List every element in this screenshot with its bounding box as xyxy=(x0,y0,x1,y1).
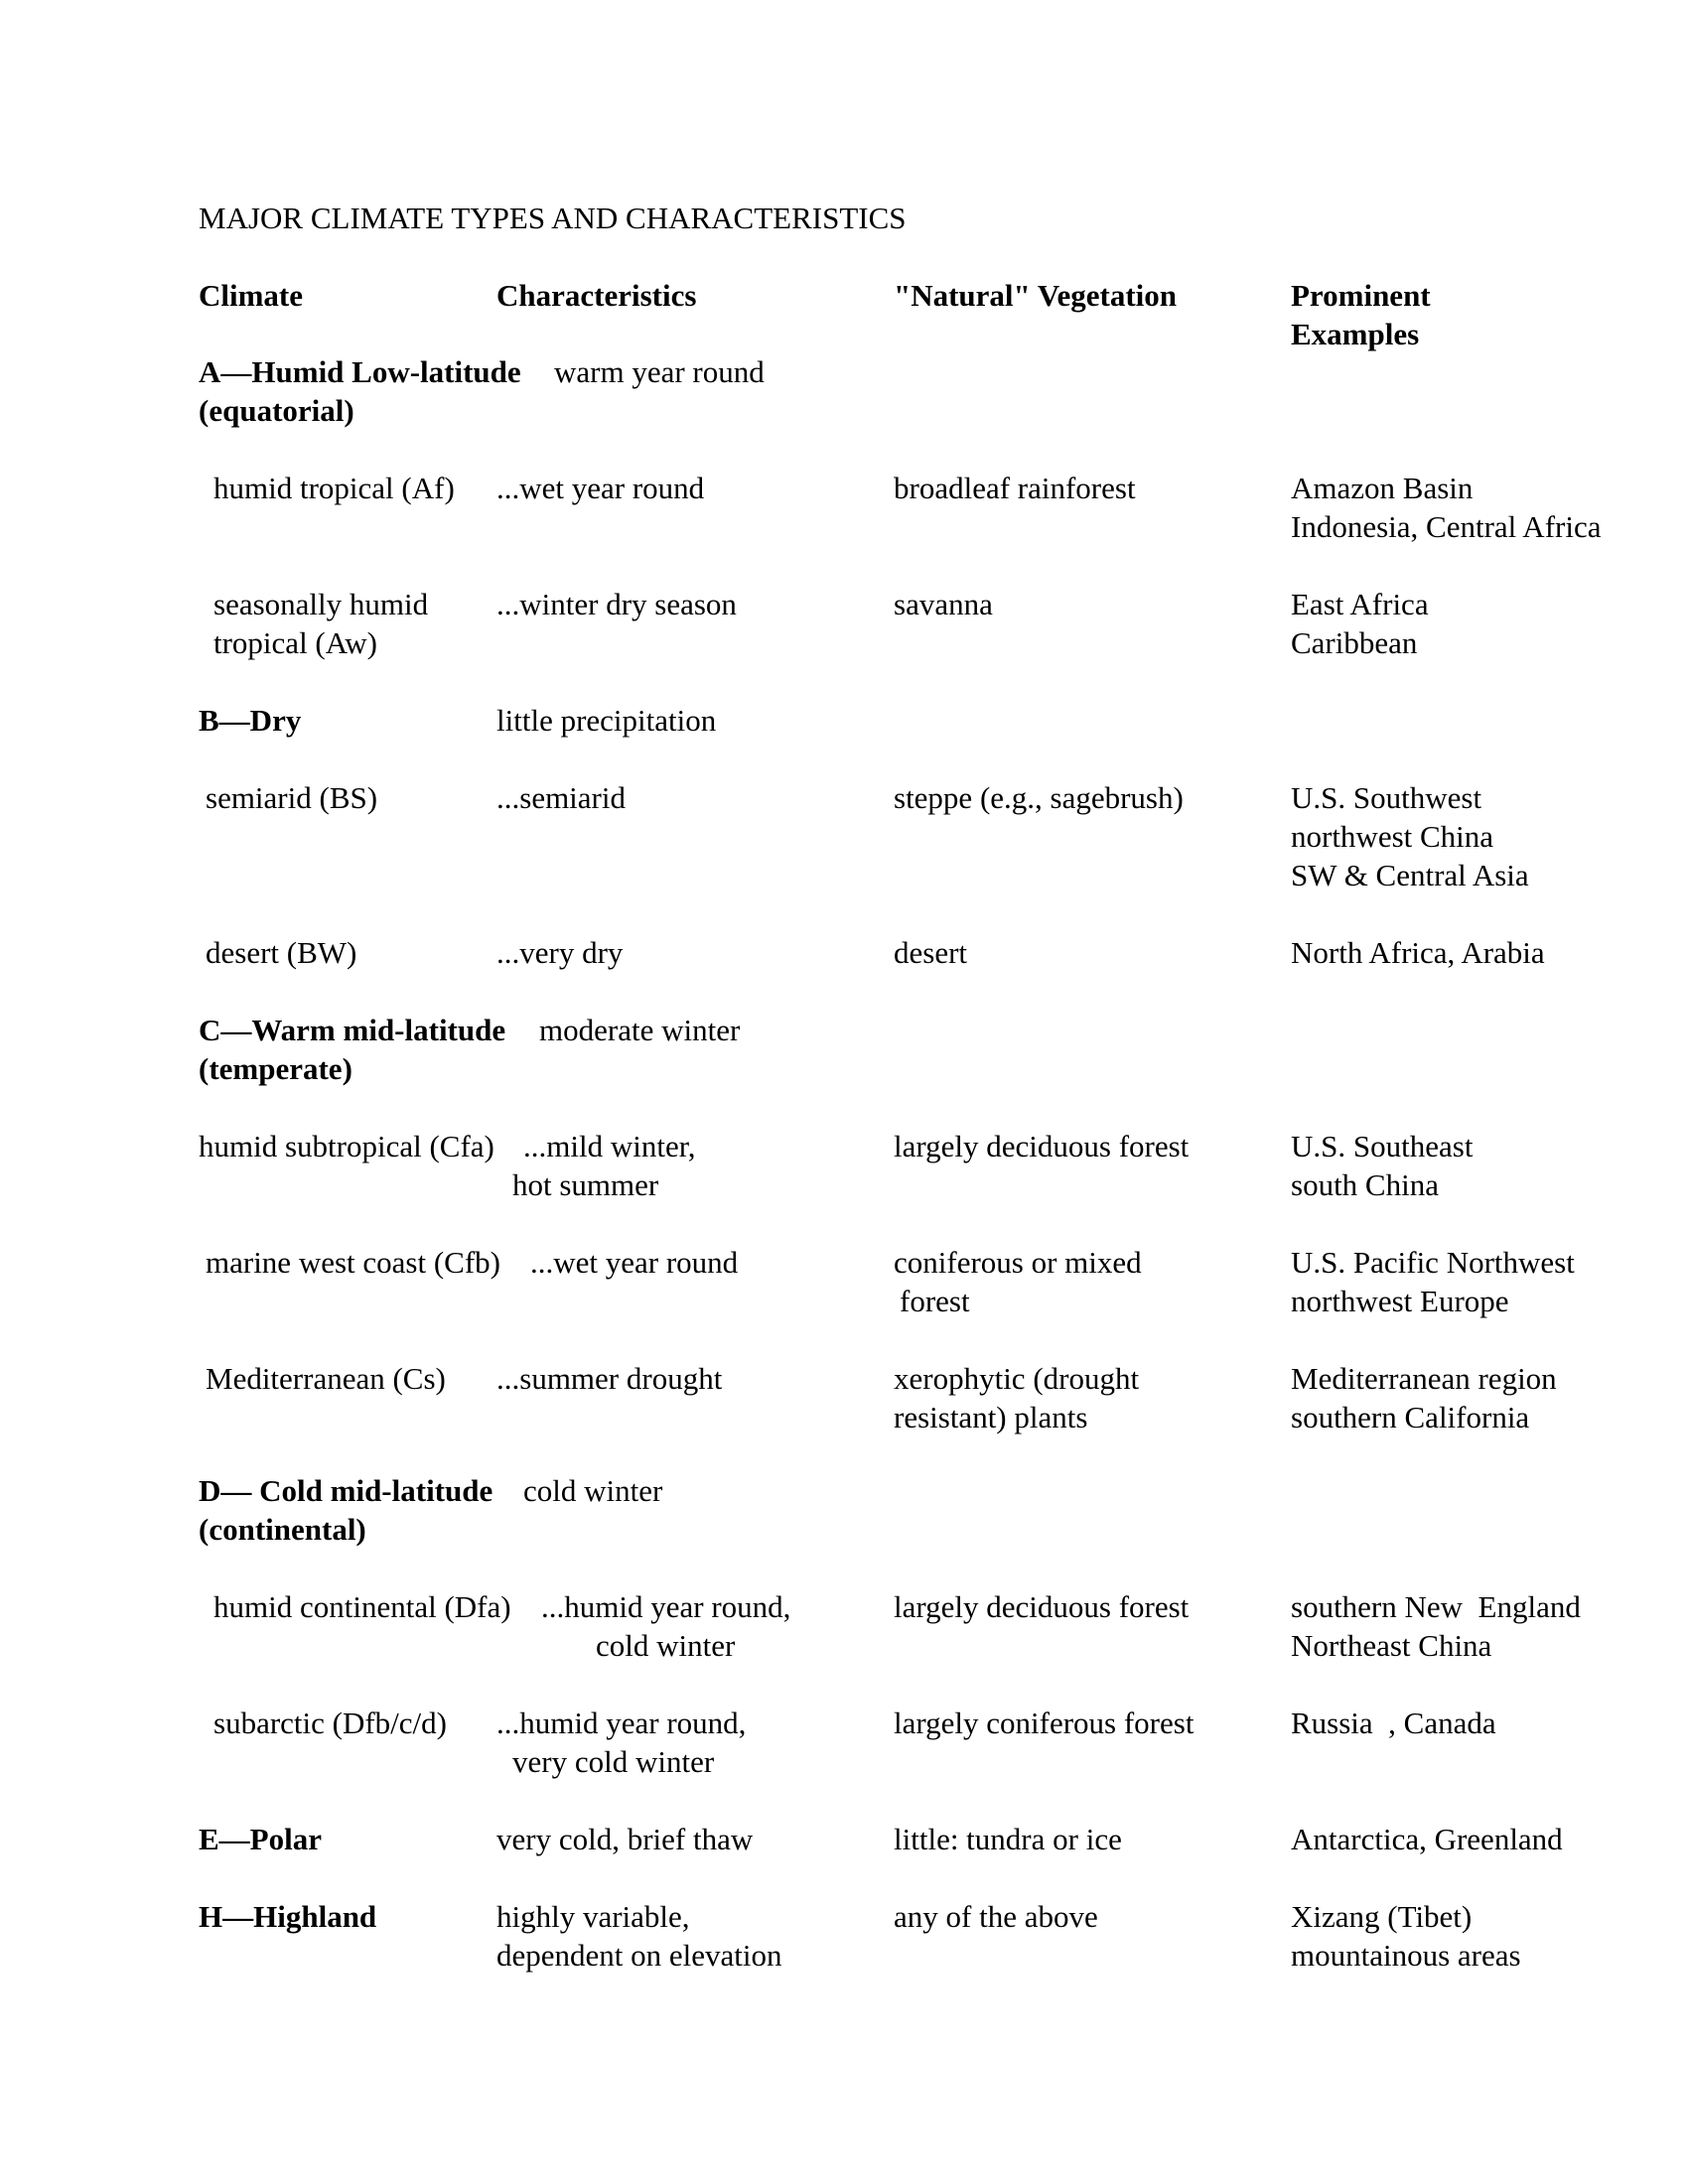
group-e-char: very cold, brief thaw xyxy=(496,1822,754,1856)
bw-veg: desert xyxy=(894,935,968,970)
header-climate: Climate xyxy=(199,278,304,313)
cfa-char-2: hot summer xyxy=(512,1167,659,1202)
group-c-subname: (temperate) xyxy=(199,1051,352,1086)
cs-veg-2: resistant) plants xyxy=(894,1400,1088,1434)
group-h-ex-2: mountainous areas xyxy=(1291,1938,1521,1973)
group-h-char-2: dependent on elevation xyxy=(496,1938,782,1973)
group-e-name: E—Polar xyxy=(199,1822,322,1856)
bs-ex-3: SW & Central Asia xyxy=(1291,858,1529,892)
cfb-ex-1: U.S. Pacific Northwest xyxy=(1291,1245,1575,1280)
cfa-ex-1: U.S. Southeast xyxy=(1291,1129,1474,1163)
dfb-char-2: very cold winter xyxy=(512,1744,715,1779)
af-ex-2: Indonesia, Central Africa xyxy=(1291,509,1602,544)
af-name: humid tropical (Af) xyxy=(213,471,455,505)
group-a-name: A—Humid Low-latitude xyxy=(199,354,521,389)
group-d-desc: cold winter xyxy=(523,1473,663,1508)
aw-char: ...winter dry season xyxy=(496,587,737,621)
dfa-ex-1: southern New England xyxy=(1291,1589,1581,1624)
dfb-char-1: ...humid year round, xyxy=(496,1706,747,1740)
dfa-char-2: cold winter xyxy=(596,1628,736,1663)
dfb-name: subarctic (Dfb/c/d) xyxy=(213,1706,447,1740)
bs-veg: steppe (e.g., sagebrush) xyxy=(894,780,1184,815)
dfa-veg: largely deciduous forest xyxy=(894,1589,1190,1624)
bs-ex-2: northwest China xyxy=(1291,819,1494,854)
cs-ex-2: southern California xyxy=(1291,1400,1530,1434)
group-h-name: H—Highland xyxy=(199,1899,377,1934)
dfa-name: humid continental (Dfa) xyxy=(213,1589,511,1624)
group-c-name: C—Warm mid-latitude xyxy=(199,1013,506,1047)
header-examples-line2: Examples xyxy=(1291,317,1420,351)
cfb-char: ...wet year round xyxy=(530,1245,739,1280)
af-ex-1: Amazon Basin xyxy=(1291,471,1474,505)
group-c-desc: moderate winter xyxy=(539,1013,741,1047)
group-b-name: B—Dry xyxy=(199,703,302,738)
bw-char: ...very dry xyxy=(496,935,624,970)
cs-ex-1: Mediterranean region xyxy=(1291,1361,1557,1396)
bs-name: semiarid (BS) xyxy=(206,780,378,815)
cfb-veg-2: forest xyxy=(900,1284,970,1318)
group-e-ex-1: Antarctica, Greenland xyxy=(1291,1822,1563,1856)
group-h-char-1: highly variable, xyxy=(496,1899,690,1934)
cfa-name: humid subtropical (Cfa) xyxy=(199,1129,494,1163)
af-veg: broadleaf rainforest xyxy=(894,471,1136,505)
cfb-name: marine west coast (Cfb) xyxy=(206,1245,500,1280)
group-d-subname: (continental) xyxy=(199,1512,366,1547)
header-vegetation: "Natural" Vegetation xyxy=(894,278,1177,313)
aw-ex-2: Caribbean xyxy=(1291,625,1418,660)
bs-ex-1: U.S. Southwest xyxy=(1291,780,1482,815)
cfa-char-1: ...mild winter, xyxy=(523,1129,696,1163)
af-char: ...wet year round xyxy=(496,471,705,505)
dfb-veg: largely coniferous forest xyxy=(894,1706,1195,1740)
group-d-name: D— Cold mid-latitude xyxy=(199,1473,493,1508)
cfb-veg-1: coniferous or mixed xyxy=(894,1245,1142,1280)
aw-ex-1: East Africa xyxy=(1291,587,1429,621)
aw-name-1: seasonally humid xyxy=(213,587,429,621)
bs-char: ...semiarid xyxy=(496,780,626,815)
cs-char: ...summer drought xyxy=(496,1361,723,1396)
cfa-ex-2: south China xyxy=(1291,1167,1439,1202)
group-e-veg: little: tundra or ice xyxy=(894,1822,1122,1856)
dfb-ex-1: Russia , Canada xyxy=(1291,1706,1496,1740)
bw-ex-1: North Africa, Arabia xyxy=(1291,935,1545,970)
aw-name-2: tropical (Aw) xyxy=(213,625,378,660)
dfa-char-1: ...humid year round, xyxy=(541,1589,791,1624)
aw-veg: savanna xyxy=(894,587,993,621)
group-h-veg: any of the above xyxy=(894,1899,1098,1934)
page-title: MAJOR CLIMATE TYPES AND CHARACTERISTICS xyxy=(199,201,907,235)
cs-veg-1: xerophytic (drought xyxy=(894,1361,1140,1396)
header-examples-line1: Prominent xyxy=(1291,278,1431,313)
cs-name: Mediterranean (Cs) xyxy=(206,1361,446,1396)
cfa-veg: largely deciduous forest xyxy=(894,1129,1190,1163)
group-h-ex-1: Xizang (Tibet) xyxy=(1291,1899,1473,1934)
group-a-desc: warm year round xyxy=(554,354,765,389)
header-characteristics: Characteristics xyxy=(496,278,697,313)
group-b-desc: little precipitation xyxy=(496,703,717,738)
cfb-ex-2: northwest Europe xyxy=(1291,1284,1509,1318)
dfa-ex-2: Northeast China xyxy=(1291,1628,1492,1663)
group-a-subname: (equatorial) xyxy=(199,393,354,428)
bw-name: desert (BW) xyxy=(206,935,357,970)
